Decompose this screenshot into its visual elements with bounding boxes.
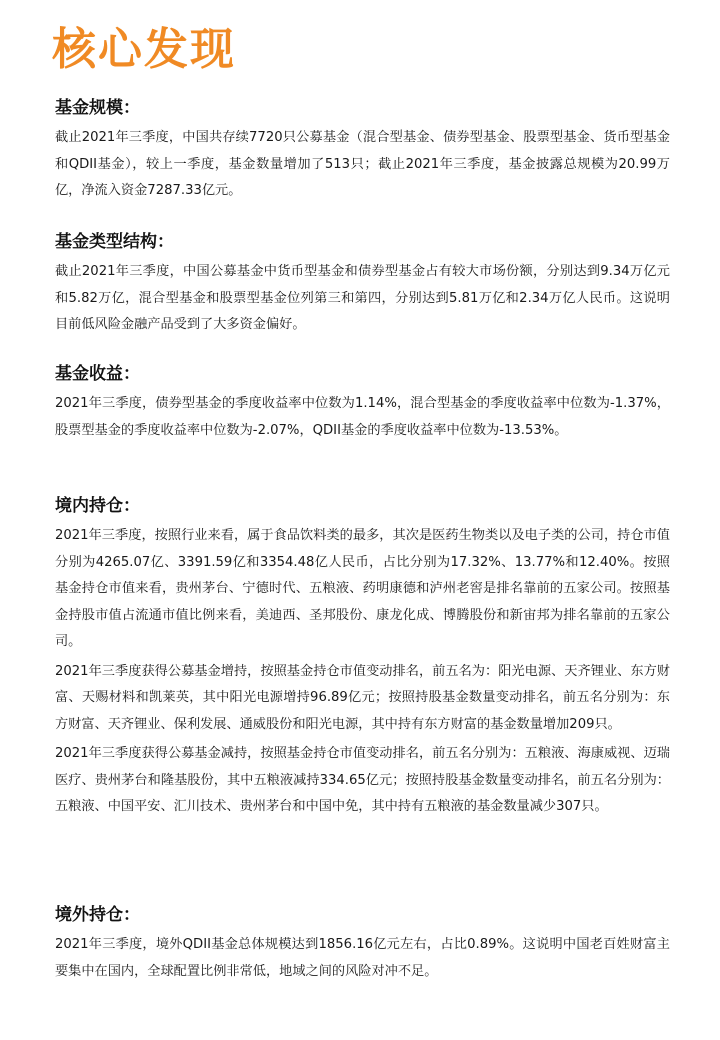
section-paragraph: 2021年三季度，境外QDII基金总体规模达到1856.16亿元左右，占比0.89%。这说明中国老百姓财富主要集中在国内，全球配置比例非常低，地域之间的风险对冲不足。 (55, 937, 670, 979)
section-paragraph: 2021年三季度获得公募基金增持，按照基金持仓市值变动排名，前五名为：阳光电源、天齐锂业、东方财富、天赐材料和凯莱英，其中阳光电源增持96.89亿元；按照持股基金数量变动排名，前五名分别为：东方财富、天齐锂业、保利发展、通威股份和阳光电源，其中持有东方财富的基金数量增加209只。 (55, 663, 670, 732)
section-heading: 境内持仓： (55, 496, 140, 516)
section-paragraph: 截止2021年三季度，中国共存续7720只公募基金（混合型基金、债券型基金、股票型基金、货币型基金和QDII基金），较上一季度，基金数量增加了513只；截止2021年三季度，基金披露总规模为20.99万亿，净流入资金7287.33亿元。 (55, 130, 670, 198)
section-fund-scale (55, 96, 670, 205)
section-paragraph: 2021年三季度获得公募基金减持，按照基金持仓市值变动排名，前五名分别为：五粮液、海康威视、迈瑞医疗、贵州茅台和隆基股份，其中五粮液减持334.65亿元；按照持股基金数量变动排名，前五名分别为：五粮液、中国平安、汇川技术、贵州茅台和中国中免，其中持有五粮液的基金数量减少307只。 (55, 746, 670, 814)
section-overseas-holdings (55, 903, 670, 985)
section-heading: 基金规模： (55, 98, 140, 118)
section-heading: 基金类型结构： (55, 232, 174, 252)
section-domestic-holdings (55, 494, 670, 821)
section-paragraph: 2021年三季度，债券型基金的季度收益率中位数为1.14%，混合型基金的季度收益率中位数为-1.37%，股票型基金的季度收益率中位数为-2.07%，QDII基金的季度收益率中位数为-13.53%。 (55, 396, 670, 438)
section-heading: 基金收益： (55, 364, 140, 384)
section-fund-returns (55, 362, 670, 444)
page-title: 核心发现 (52, 24, 236, 75)
section-paragraph: 2021年三季度，按照行业来看，属于食品饮料类的最多，其次是医药生物类以及电子类的公司，持仓市值分别为4265.07亿、3391.59亿和3354.48亿人民币，占比分别为17.32%、13.77%和12.40%。按照基金持仓市值来看，贵州茅台、宁德时代、五粮液、药明康德和泸州老窖是排名靠前的五家公司。按照基金持股市值占流通市值比例来看，美迪西、圣邦股份、康龙化成、博腾股份和新宙邦为排名靠前的五家公司。 (55, 528, 670, 649)
section-fund-type-structure (55, 230, 670, 339)
section-paragraph: 截止2021年三季度，中国公募基金中货币型基金和债券型基金占有较大市场份额，分别达到9.34万亿元和5.82万亿，混合型基金和股票型基金位列第三和第四，分别达到5.81万亿和2.34万亿人民币。这说明目前低风险金融产品受到了大多资金偏好。 (55, 264, 670, 332)
section-heading: 境外持仓： (55, 905, 140, 925)
